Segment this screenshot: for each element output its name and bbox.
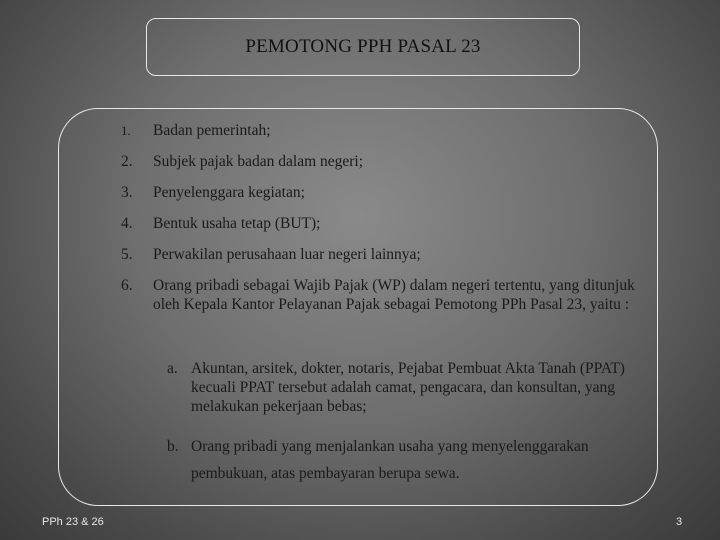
list-item bbox=[121, 183, 641, 202]
item-number: 1. bbox=[121, 123, 131, 138]
item-number: 6. bbox=[121, 277, 133, 294]
item-text: Orang pribadi sebagai Wajib Pajak (WP) dalam negeri tertentu, yang ditunjuk oleh Kepala Kantor Pelayanan Pajak sebagai Pemotong PPh Pasal 23, yaitu : bbox=[153, 277, 635, 313]
list-item bbox=[121, 152, 641, 171]
list-item bbox=[121, 121, 641, 140]
item-number: 4. bbox=[121, 215, 133, 232]
list-item bbox=[121, 245, 641, 264]
sub-item-text: Orang pribadi yang menjalankan usaha yang menyelenggarakan pembukuan, atas pembayaran berupa sewa. bbox=[191, 438, 589, 482]
item-text: Penyelenggara kegiatan; bbox=[153, 184, 305, 201]
sub-item-label: a. bbox=[167, 360, 178, 377]
item-text: Subjek pajak badan dalam negeri; bbox=[153, 153, 364, 170]
title-box bbox=[146, 18, 580, 76]
item-number: 2. bbox=[121, 153, 133, 170]
list-item bbox=[121, 276, 641, 314]
page-number: 3 bbox=[676, 516, 683, 528]
sub-item-a bbox=[167, 359, 647, 416]
content-box bbox=[58, 108, 658, 506]
sub-item-label: b. bbox=[167, 438, 179, 455]
item-text: Perwakilan perusahaan luar negeri lainnya; bbox=[153, 246, 421, 263]
list-item bbox=[121, 214, 641, 233]
item-number: 5. bbox=[121, 246, 133, 263]
footer-label: PPh 23 & 26 bbox=[42, 516, 104, 528]
numbered-list bbox=[121, 121, 641, 326]
slide-title: PEMOTONG PPH PASAL 23 bbox=[245, 36, 481, 57]
sub-item-b bbox=[167, 433, 647, 487]
item-text: Badan pemerintah; bbox=[153, 122, 271, 139]
item-number: 3. bbox=[121, 184, 133, 201]
sub-item-text: Akuntan, arsitek, dokter, notaris, Pejabat Pembuat Akta Tanah (PPAT) kecuali PPAT tersebut adalah camat, pengacara, dan konsultan, yang melakukan pekerjaan bebas; bbox=[191, 360, 625, 415]
item-text: Bentuk usaha tetap (BUT); bbox=[153, 215, 321, 232]
